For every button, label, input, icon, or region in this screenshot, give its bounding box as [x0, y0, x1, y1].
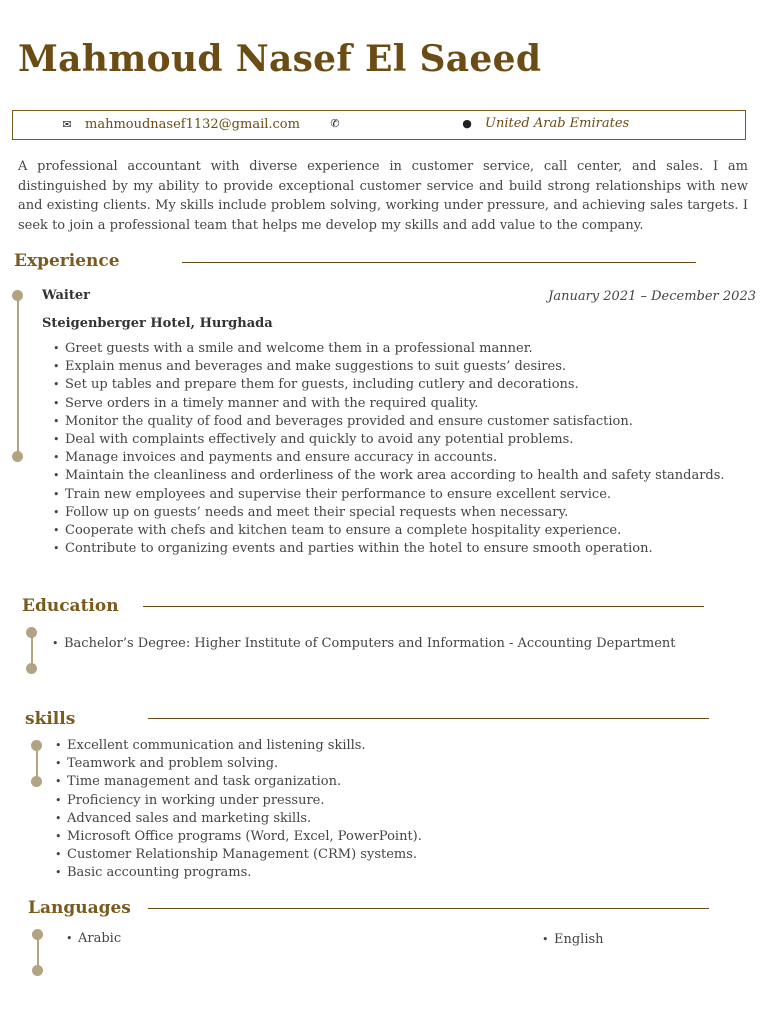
contact-location	[461, 116, 629, 131]
language-item: • Arabic	[66, 930, 121, 948]
languages-list-2	[542, 931, 604, 949]
timeline-dot	[12, 451, 23, 462]
list-item: • Microsoft Office programs (Word, Excel, PowerPoint).	[55, 828, 422, 846]
timeline-line	[37, 936, 39, 968]
list-item: • Customer Relationship Management (CRM) systems.	[55, 846, 422, 864]
envelope-icon: ✉	[62, 118, 72, 131]
list-item: • Teamwork and problem solving.	[55, 755, 422, 773]
list-item: • Cooperate with chefs and kitchen team to ensure a complete hospitality experience.	[53, 522, 725, 540]
education-list	[52, 635, 676, 653]
skills-list	[55, 737, 422, 883]
list-item: • Proficiency in working under pressure.	[55, 792, 422, 810]
list-item: • Bachelor’s Degree: Higher Institute of Computers and Information - Accounting Department	[52, 635, 676, 653]
globe-icon: ●	[462, 117, 472, 130]
list-item: • Deal with complaints effectively and quickly to avoid any potential problems.	[53, 431, 725, 449]
list-item: • Serve orders in a timely manner and with the required quality.	[53, 395, 725, 413]
languages-title: Languages	[28, 898, 131, 918]
timeline-dot	[31, 776, 42, 787]
list-item: • Explain menus and beverages and make suggestions to suit guests’ desires.	[53, 358, 725, 376]
list-item: • Greet guests with a smile and welcome them in a professional manner.	[53, 340, 725, 358]
contact-email[interactable]	[61, 117, 300, 132]
timeline-line	[36, 747, 38, 779]
list-item: • Contribute to organizing events and parties within the hotel to ensure smooth operation.	[53, 540, 725, 558]
candidate-name: Mahmoud Nasef El Saeed	[18, 38, 542, 80]
skills-title: skills	[25, 709, 76, 729]
timeline-line	[31, 634, 33, 666]
timeline-line	[17, 298, 19, 456]
list-item: • Basic accounting programs.	[55, 864, 422, 882]
experience-rule	[182, 262, 696, 263]
list-item: • Set up tables and prepare them for guests, including cutlery and decorations.	[53, 376, 725, 394]
education-rule	[143, 606, 704, 607]
list-item: • Manage invoices and payments and ensure accuracy in accounts.	[53, 449, 725, 467]
location-text: United Arab Emirates	[485, 116, 630, 131]
languages-rule	[148, 908, 709, 909]
job-company: Steigenberger Hotel, Hurghada	[42, 316, 273, 331]
languages-list	[66, 930, 121, 948]
phone-icon: ✆	[330, 117, 340, 130]
timeline-dot	[26, 663, 37, 674]
list-item: • Advanced sales and marketing skills.	[55, 810, 422, 828]
experience-title: Experience	[14, 251, 120, 271]
job-dates: January 2021 – December 2023	[548, 289, 756, 304]
job-duties-list	[53, 340, 725, 558]
professional-summary: A professional accountant with diverse experience in customer service, call center, and sales. I am distinguished by my ability to provide exceptional customer service and build strong relationships with new and existing clients. My skills include problem solving, working under pressure, and achieving sales targets. I seek to join a professional team that helps me develop my skills and add value to the company.	[18, 159, 748, 233]
list-item: • Excellent communication and listening skills.	[55, 737, 422, 755]
contact-bar	[12, 110, 746, 140]
skills-rule	[148, 718, 709, 719]
list-item: • Time management and task organization.	[55, 773, 422, 791]
education-title: Education	[22, 596, 119, 616]
timeline-dot	[32, 965, 43, 976]
email-text: mahmoudnasef1132@gmail.com	[85, 117, 300, 132]
list-item: • Monitor the quality of food and beverages provided and ensure customer satisfaction.	[53, 413, 725, 431]
list-item: • Maintain the cleanliness and orderliness of the work area according to health and safety standards.	[53, 467, 725, 485]
list-item: • Follow up on guests’ needs and meet their special requests when necessary.	[53, 504, 725, 522]
contact-phone[interactable]	[329, 117, 353, 130]
job-role: Waiter	[42, 288, 90, 303]
list-item: • Train new employees and supervise their performance to ensure excellent service.	[53, 486, 725, 504]
language-item: • English	[542, 931, 604, 949]
